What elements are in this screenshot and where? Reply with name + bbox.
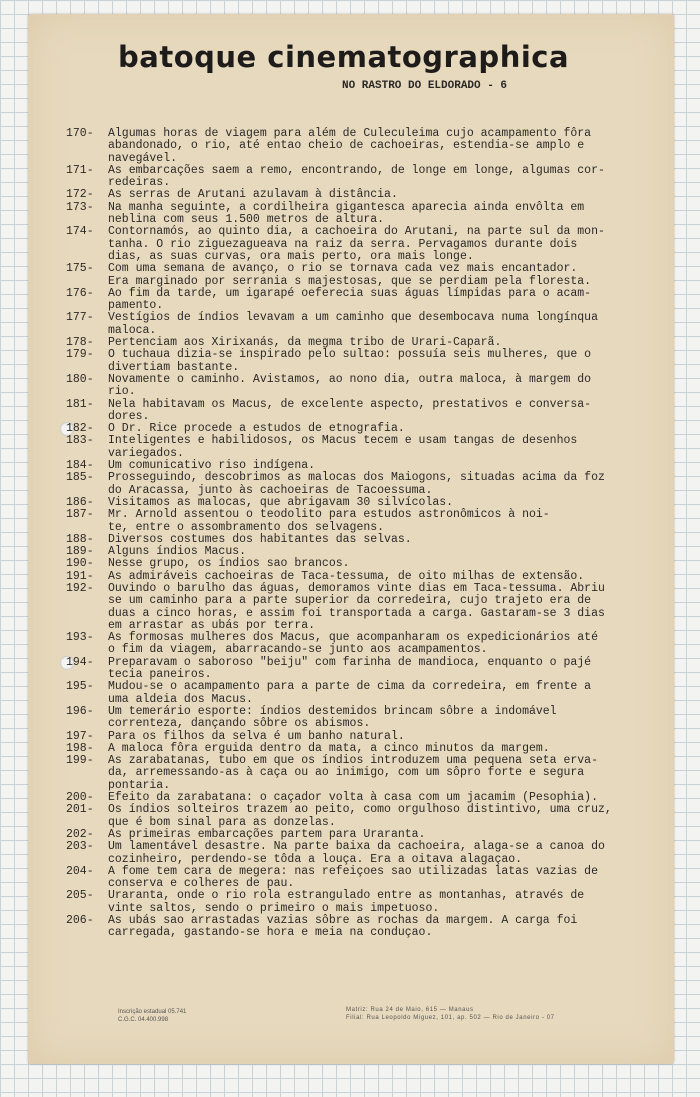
entry-number: 179- (66, 348, 94, 362)
entry-text: A maloca fôra erguida dentro da mata, a cinco minutos da margem. (108, 741, 550, 755)
entry-item (66, 189, 662, 201)
entry-text: As ubás sao arrastadas vazias sôbre as rochas da margem. A carga foi carregada, gastando-se hora e meia na conduçao. (108, 914, 578, 940)
entry-number: 183- (66, 434, 94, 448)
footer-line: Filial: Rua Leopoldo Miguez, 101, ap. 502 — Rio de Janeiro - 07 (346, 1015, 555, 1021)
entry-number: 191- (66, 569, 94, 583)
entry-item (66, 288, 662, 313)
entry-text: As formosas mulheres dos Macus, que acompanharam os expedicionários até o fim da viagem, abarracando-se junto aos acampamentos. (108, 631, 598, 657)
entry-text: Inteligentes e habilidosos, os Macus tecem e usam tangas de desenhos variegados. (108, 434, 578, 460)
entry-text: Mudou-se o acampamento para a parte de cima da corredeira, em frente a uma aldeia dos Macus. (108, 680, 592, 706)
entry-item (66, 706, 662, 731)
entry-text: As serras de Arutani azulavam à distância. (108, 188, 398, 202)
entry-item (66, 731, 662, 743)
entry-text: O tuchaua dizia-se inspirado pelo sultao: possuía seis mulheres, que o divertiam bastante. (108, 348, 592, 374)
entry-text: As primeiras embarcações partem para Uraranta. (108, 827, 426, 841)
entry-number: 177- (66, 311, 94, 325)
entry-text: As embarcações saem a remo, encontrando, de longe em longe, algumas cor- redeiras. (108, 163, 605, 190)
entry-item (66, 681, 662, 706)
letterhead: batoque cinematographica (118, 40, 570, 74)
entry-text: Alguns índios Macus. (108, 545, 247, 559)
entry-number: 192- (66, 581, 94, 595)
entry-number: 196- (66, 704, 94, 718)
entry-number: 203- (66, 840, 94, 854)
entry-item (66, 472, 662, 497)
entry-number: 174- (66, 225, 94, 239)
entry-number: 172- (66, 188, 94, 202)
entry-item (66, 165, 662, 190)
entry-text: Um lamentável desastre. Na parte baixa da cachoeira, alaga-se a canoa do cozinheiro, perdendo-se tôda a louça. Era a oitava alagaçao. (108, 840, 605, 866)
entry-item (66, 866, 662, 891)
entry-text: O Dr. Rice procede a estudos de etnografia. (108, 422, 405, 436)
entry-item (66, 915, 662, 940)
entry-number: 185- (66, 471, 94, 485)
entry-text: Pertenciam aos Xirixanás, da megma tribo de Urari-Caparã. (108, 336, 502, 350)
entry-item (66, 349, 662, 374)
entry-text: Para os filhos da selva é um banho natural. (108, 729, 405, 743)
entry-text: Uraranta, onde o rio rola estrangulado entre as montanhas, através de vinte saltos, sendo o primeiro o mais impetuoso. (108, 889, 585, 915)
entry-text: Diversos costumes dos habitantes das selvas. (108, 532, 412, 546)
entry-text: Os índios solteiros trazem ao peito, como orgulhoso distintivo, uma cruz, que é bom sinal para as donzelas. (108, 803, 612, 829)
entry-text: Nela habitavam os Macus, de excelente aspecto, prestativos e conversa- dores. (108, 397, 592, 423)
entry-number: 190- (66, 557, 94, 571)
entry-number: 182- (66, 422, 94, 436)
entry-text: Um temerário esporte: índios destemidos brincam sôbre a indomável correnteza, dançando sôbre os abismos. (108, 704, 557, 731)
entry-item (66, 128, 662, 165)
entry-item (66, 312, 662, 337)
entry-number: 173- (66, 200, 94, 214)
entry-number: 176- (66, 286, 94, 300)
document-title: NO RASTRO DO ELDORADO - 6 (342, 80, 508, 92)
entry-text: As zarabatanas, tubo em que os índios introduzem uma pequena seta erva- da, arremessando-as à caça ou ao inimigo, com um sôpro forte e segura pontaria. (108, 754, 598, 792)
entry-number: 206- (66, 914, 94, 927)
entry-number: 205- (66, 889, 94, 903)
footer-line: Matriz: Rua 24 de Maio, 615 — Manaus (346, 1007, 474, 1013)
entry-item (66, 890, 662, 915)
entry-item (66, 583, 662, 632)
footer-address (346, 1006, 555, 1022)
entry-item (66, 226, 662, 263)
entry-item (66, 657, 662, 682)
entry-item (66, 202, 662, 227)
entry-item (66, 509, 662, 534)
entry-text: A fome tem cara de megera: nas refeiçoes sao utilizadas latas vazias de conserva e colheres de pau. (108, 864, 598, 891)
entry-item (66, 755, 662, 792)
entry-number: 193- (66, 631, 94, 645)
entry-text: Visitamos as malocas, que abrigavam 30 silvícolas. (108, 495, 454, 509)
entry-number: 204- (66, 864, 94, 878)
entry-text: Algumas horas de viagem para além de Culeculeima cujo acampamento fôra abandonado, o rio, até entao cheio de cachoeiras, estendia-se amplo e navegável. (108, 127, 592, 165)
entry-number: 189- (66, 545, 94, 559)
footer-line: Inscrição estadual 05.741 (118, 1009, 187, 1015)
entry-number: 195- (66, 680, 94, 694)
entry-text: Novamente o caminho. Avistamos, ao nono dia, outra maloca, à margem do rio. (108, 372, 592, 399)
entry-text: Nesse grupo, os índios sao brancos. (108, 557, 350, 571)
entry-text: Vestígios de índios levavam a um caminho que desembocava numa longínqua maloca. (108, 311, 598, 337)
entry-text: Um comunicativo riso indígena. (108, 459, 316, 473)
entry-number: 178- (66, 336, 94, 350)
entry-number: 186- (66, 495, 94, 509)
entry-text: Contornamós, ao quinto dia, a cachoeira do Arutani, na parte sul da mon- tanha. O rio ziguezagueava na raiz da serra. Pervagamos durante dois dias, as suas curvas, ora mais perto, ora mais longe. (108, 225, 605, 263)
entry-number: 201- (66, 803, 94, 817)
entry-text: Efeito da zarabatana: o caçador volta à casa com um jacamim (Pesophia). (108, 791, 598, 805)
entry-number: 197- (66, 729, 94, 743)
entry-number: 170- (66, 127, 94, 140)
entry-text: As admiráveis cachoeiras de Taca-tessuma, de oito milhas de extensão. (108, 569, 585, 583)
entry-number: 200- (66, 791, 94, 805)
entry-item (66, 374, 662, 399)
entry-item (66, 558, 662, 570)
entry-text: Preparavam o saboroso "beiju" com farinha de mandioca, enquanto o pajé tecia paneiros. (108, 655, 592, 682)
entry-text: Na manha seguinte, a cordilheira gigantesca aparecia ainda envôlta em neblina com seus 1.500 metros de altura. (108, 200, 585, 227)
entry-list (66, 128, 662, 940)
entry-item (66, 399, 662, 424)
entry-number: 194- (66, 655, 94, 669)
entry-text: Ouvindo o barulho das águas, demoramos vinte dias em Taca-tessuma. Abriu se um caminho para a parte superior da corredeira, cujo trajeto era de duas a cinco horas, e assim foi transportada a carga. Gastaram-se 3 dias em arrastar as ubás por terra. (108, 581, 605, 632)
entry-item (66, 435, 662, 460)
footer-line: C.G.C. 04.400.998 (118, 1017, 169, 1023)
entry-number: 181- (66, 397, 94, 411)
entry-item (66, 263, 662, 288)
entry-number: 202- (66, 827, 94, 841)
entry-number: 184- (66, 459, 94, 473)
entry-item (66, 632, 662, 657)
entry-number: 188- (66, 532, 94, 546)
entry-text: Prosseguindo, descobrimos as malocas dos Maiogons, situadas acima da foz do Aracassa, junto às cachoeiras de Tacoessuma. (108, 471, 605, 497)
entry-number: 171- (66, 163, 94, 177)
entry-number: 187- (66, 508, 94, 522)
entry-text: Ao fim da tarde, um igarapé oeferecia suas águas límpidas para o acam- pamento. (108, 286, 592, 313)
entry-text: Com uma semana de avanço, o rio se tornava cada vez mais encantador. Era marginado por serrania s majestosas, que se perdiam pela floresta. (108, 262, 592, 288)
entry-number: 199- (66, 754, 94, 768)
entry-item (66, 841, 662, 866)
entry-item (66, 804, 662, 829)
entry-number: 198- (66, 741, 94, 755)
entry-text: Mr. Arnold assentou o teodolito para estudos astronômicos à noi- te, entre o assombramento dos selvagens. (108, 508, 550, 534)
entry-number: 175- (66, 262, 94, 276)
entry-number: 180- (66, 372, 94, 386)
footer-registration (118, 1008, 186, 1024)
